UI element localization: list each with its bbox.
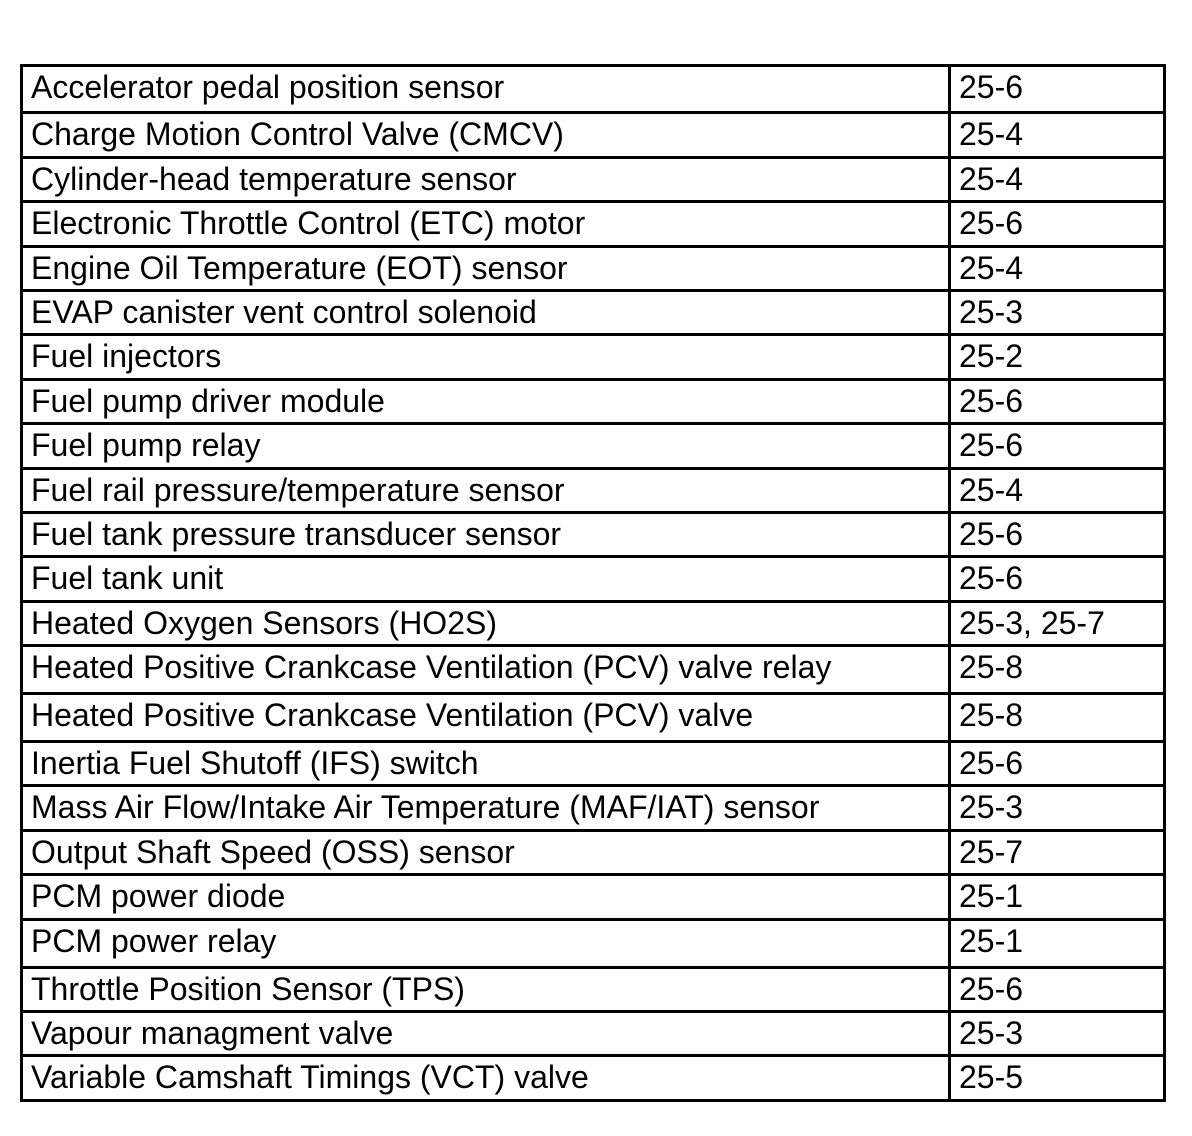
component-name: Output Shaft Speed (OSS) sensor <box>23 832 951 873</box>
page-reference: 25-6 <box>959 427 1024 464</box>
table-row <box>23 511 1163 555</box>
page-reference: 25-3 <box>959 1015 1024 1052</box>
page-reference: 25-3 <box>959 293 1024 330</box>
page-reference: 25-5 <box>959 1059 1024 1096</box>
page-reference: 25-4 <box>959 160 1024 197</box>
page-reference: 25-6 <box>959 69 1024 105</box>
component-name: Cylinder-head temperature sensor <box>23 159 951 200</box>
component-name: Heated Positive Crankcase Ventilation (PCV) valve <box>23 695 951 740</box>
table-row <box>23 289 1163 333</box>
page-reference: 25-1 <box>959 878 1024 915</box>
component-name: Engine Oil Temperature (EOT) sensor <box>23 248 951 289</box>
page-reference: 25-4 <box>959 471 1024 508</box>
page-reference: 25-6 <box>959 745 1024 782</box>
page-reference: 25-3, 25-7 <box>959 604 1105 641</box>
component-name: Heated Oxygen Sensors (HO2S) <box>23 603 951 644</box>
table-row <box>23 467 1163 511</box>
page-reference: 25-2 <box>959 338 1024 375</box>
component-name: Fuel pump relay <box>23 425 951 466</box>
page-reference: 25-8 <box>959 697 1024 734</box>
page-reference: 25-4 <box>959 249 1024 286</box>
table-row <box>23 422 1163 466</box>
table-row <box>23 1054 1163 1098</box>
page-reference: 25-6 <box>959 515 1024 552</box>
component-name: Throttle Position Sensor (TPS) <box>23 969 951 1010</box>
table-row <box>23 111 1163 155</box>
component-name: Inertia Fuel Shutoff (IFS) switch <box>23 743 951 784</box>
component-name: Fuel rail pressure/temperature sensor <box>23 470 951 511</box>
table-row <box>23 378 1163 422</box>
table-row <box>23 873 1163 917</box>
component-name: Fuel tank unit <box>23 558 951 599</box>
page-reference: 25-6 <box>959 970 1024 1007</box>
component-name: Heated Positive Crankcase Ventilation (PCV) valve relay <box>23 647 951 692</box>
component-name: Accelerator pedal position sensor <box>23 67 951 111</box>
component-name: Charge Motion Control Valve (CMCV) <box>23 114 951 155</box>
component-name: Variable Camshaft Timings (VCT) valve <box>23 1057 951 1098</box>
table-row <box>23 67 1163 111</box>
page-reference: 25-8 <box>959 649 1024 686</box>
page-reference: 25-1 <box>959 922 1024 959</box>
component-name: Electronic Throttle Control (ETC) motor <box>23 203 951 244</box>
component-name: Fuel pump driver module <box>23 381 951 422</box>
table-row <box>23 829 1163 873</box>
page-reference: 25-6 <box>959 205 1024 242</box>
component-index-table <box>20 64 1166 1102</box>
page-reference: 25-6 <box>959 382 1024 419</box>
table-row <box>23 740 1163 784</box>
component-name: Vapour managment valve <box>23 1013 951 1054</box>
page-reference: 25-3 <box>959 789 1024 826</box>
component-name: EVAP canister vent control solenoid <box>23 292 951 333</box>
component-name: Mass Air Flow/Intake Air Temperature (MAF/IAT) sensor <box>23 787 951 828</box>
table-row <box>23 966 1163 1010</box>
component-name: Fuel tank pressure transducer sensor <box>23 514 951 555</box>
table-row <box>23 200 1163 244</box>
table-row <box>23 784 1163 828</box>
table-row <box>23 692 1163 740</box>
table-row <box>23 245 1163 289</box>
table-row <box>23 156 1163 200</box>
page-reference: 25-6 <box>959 560 1024 597</box>
component-name: PCM power diode <box>23 876 951 917</box>
table-row <box>23 333 1163 377</box>
table-row <box>23 918 1163 966</box>
table-row <box>23 1010 1163 1054</box>
table-row <box>23 600 1163 644</box>
component-name: PCM power relay <box>23 921 951 966</box>
component-name: Fuel injectors <box>23 336 951 377</box>
table-row <box>23 555 1163 599</box>
table-row <box>23 644 1163 692</box>
page-reference: 25-7 <box>959 833 1024 870</box>
page-reference: 25-4 <box>959 116 1024 153</box>
